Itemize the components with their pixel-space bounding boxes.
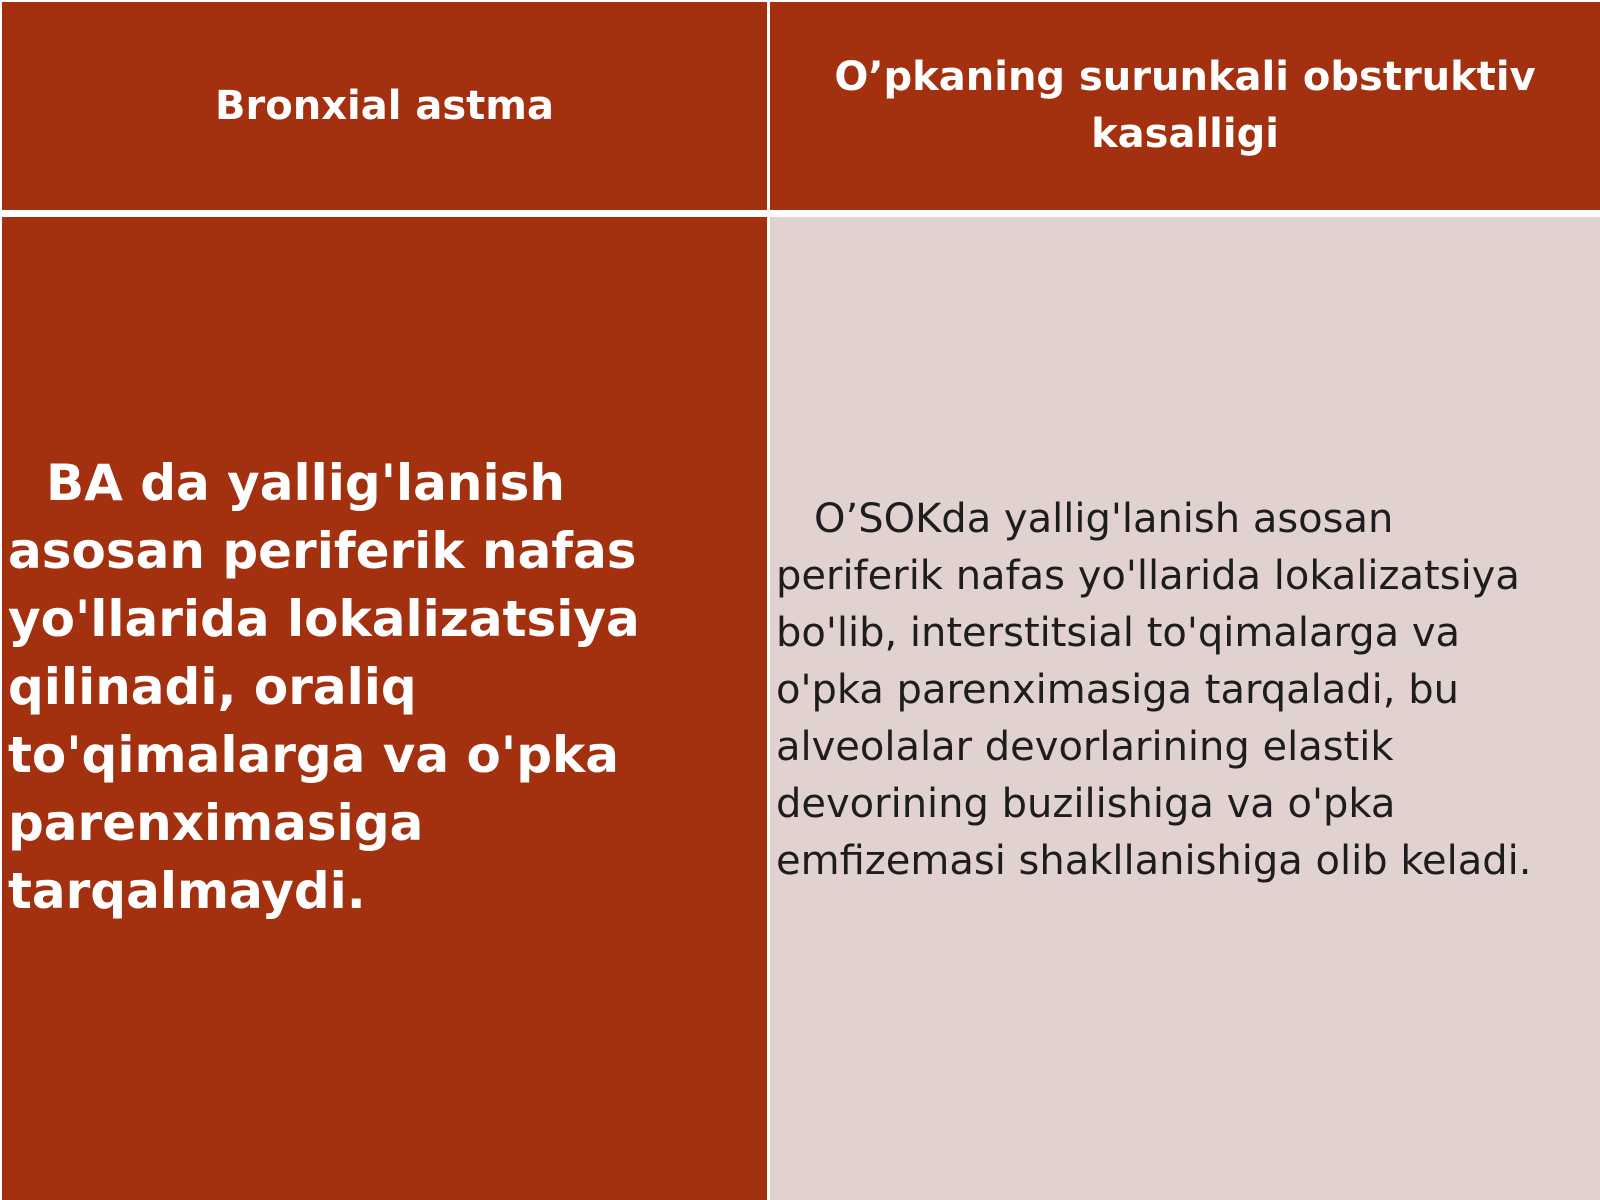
header-cell-asthma: [2, 2, 767, 210]
header-copd-label: O’pkaning surunkali obstruktiv kasalligi: [834, 54, 1536, 157]
asthma-description: BA da yallig'lanish asosan periferik nafas yo'llarida lokalizatsiya qilinadi, oraliq to'qimalarga va o'pka parenximasiga tarqalmaydi.: [8, 453, 640, 920]
body-cell-asthma: [2, 217, 767, 1200]
header-cell-copd: [770, 2, 1600, 210]
copd-description: O’SOKda yallig'lanish asosan periferik nafas yo'llarida lokalizatsiya bo'lib, interstitsial to'qimalarga va o'pka parenximasiga tarqaladi, bu alveolalar devorlarining elastik devorining buzilishiga va o'pka emfizemasi shakllanishiga olib keladi.: [776, 496, 1532, 884]
body-cell-copd: [770, 217, 1600, 1200]
header-asthma-label: Bronxial astma: [215, 82, 554, 129]
